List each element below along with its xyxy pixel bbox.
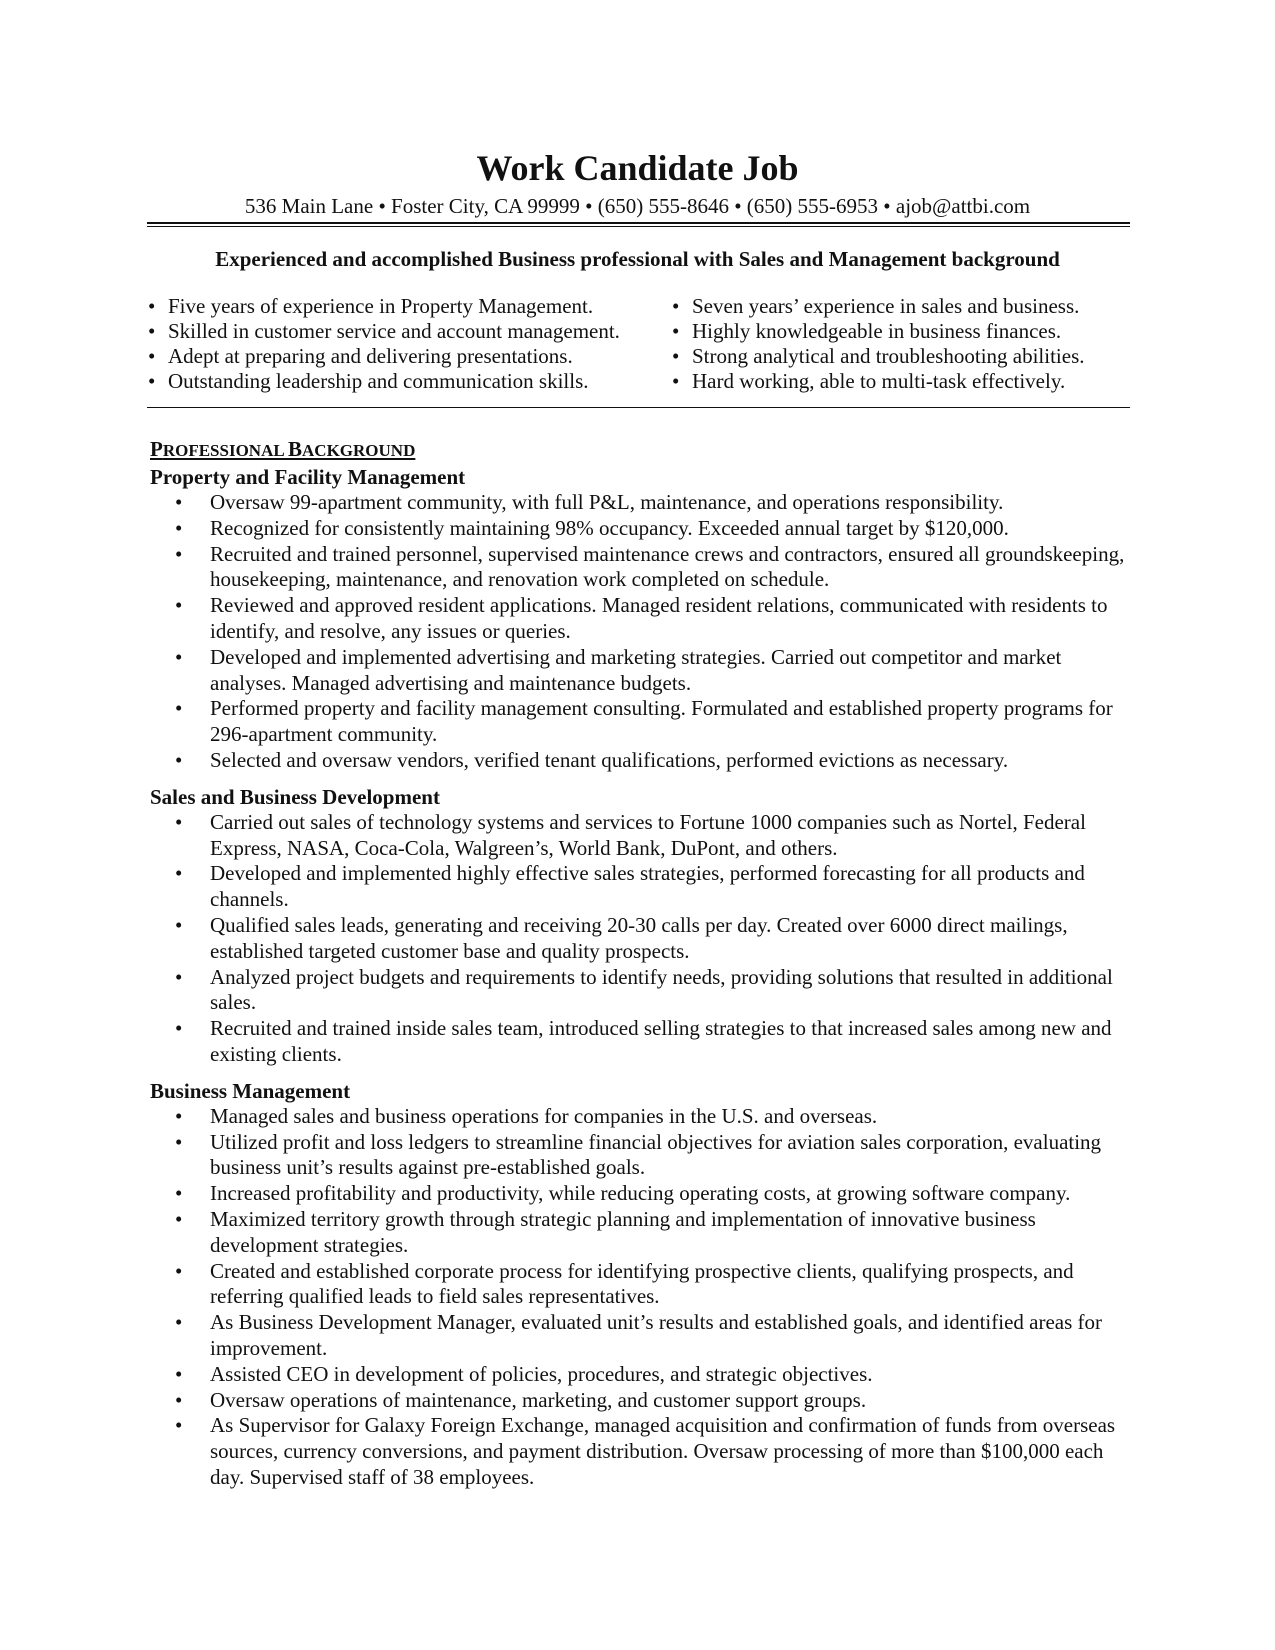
header-rule xyxy=(147,222,1130,224)
list-item: • Utilized profit and loss ledgers to streamline financial objectives for aviation sales corporation, evaluating business unit’s results against pre-established goals. xyxy=(175,1129,1102,1180)
list-item: • Developed and implemented advertising and marketing strategies. Carried out competitor and market analyses. Managed advertising and maintenance budgets. xyxy=(175,644,1062,695)
bullet: • xyxy=(672,344,680,368)
section-title: PROFESSIONAL BACKGROUND xyxy=(150,437,416,461)
list-item: • As Supervisor for Galaxy Foreign Exchange, managed acquisition and confirmation of funds from overseas sources, currency conversions, and payment distribution. Oversaw processing of more than $100,000 each day. Supervised staff of 38 employees. xyxy=(175,1413,1116,1489)
summary-item: • Adept at preparing and delivering presentations. xyxy=(148,344,573,368)
list-item: • Reviewed and approved resident applications. Managed resident relations, communicated with residents to identify, and resolve, any issues or queries. xyxy=(175,593,1108,643)
bullet: • xyxy=(148,369,156,393)
summary-left-column xyxy=(148,294,668,394)
summary-item: • Strong analytical and troubleshooting abilities. xyxy=(672,344,1085,368)
bullet-list xyxy=(150,490,1130,774)
list-item: • Created and established corporate process for identifying prospective clients, qualifying prospects, and referring qualified leads to field sales representatives. xyxy=(175,1258,1074,1309)
list-item: • Managed sales and business operations for companies in the U.S. and overseas. xyxy=(175,1103,878,1128)
bullet: • xyxy=(672,319,680,343)
list-item: • Analyzed project budgets and requirements to identify needs, providing solutions that resulted in additional sales. xyxy=(175,964,1113,1015)
bullet: • xyxy=(148,319,156,343)
bullet: • xyxy=(148,344,156,368)
list-item: • Oversaw 99-apartment community, with full P&L, maintenance, and operations responsibility. xyxy=(175,490,1004,514)
summary-item: • Hard working, able to multi-task effectively. xyxy=(672,369,1066,393)
bullet: • xyxy=(672,369,680,393)
list-item: • Performed property and facility management consulting. Formulated and established property programs for 296-apartment community. xyxy=(175,696,1113,747)
list-item: • Developed and implemented highly effective sales strategies, performed forecasting for all products and channels. xyxy=(175,861,1085,912)
list-item: • Recruited and trained personnel, supervised maintenance crews and contractors, ensured all groundskeeping, housekeeping, maintenance, and renovation work completed on schedule. xyxy=(175,541,1125,592)
list-item: • Recognized for consistently maintaining 98% occupancy. Exceeded annual target by $120,000. xyxy=(175,515,1009,540)
list-item: • As Business Development Manager, evaluated unit’s results and established goals, and identified areas for improvement. xyxy=(175,1310,1103,1360)
bullet: • xyxy=(672,294,680,318)
section-divider xyxy=(147,407,1130,408)
summary-item: • Highly knowledgeable in business finances. xyxy=(672,319,1062,343)
candidate-name: Work Candidate Job xyxy=(476,148,799,188)
bullet-list xyxy=(150,1104,1130,1491)
subsection-title: Business Management xyxy=(150,1078,351,1103)
summary-item: • Seven years’ experience in sales and business. xyxy=(672,294,1080,318)
list-item: • Increased profitability and productivity, while reducing operating costs, at growing software company. xyxy=(175,1181,1071,1206)
summary-item: • Five years of experience in Property Management. xyxy=(148,294,594,318)
header-rule-thin xyxy=(147,226,1130,227)
summary-item: • Skilled in customer service and account management. xyxy=(148,319,620,343)
list-item: • Qualified sales leads, generating and receiving 20-30 calls per day. Created over 6000 direct mailings, established targeted customer base and quality prospects. xyxy=(175,912,1068,963)
summary-right-column xyxy=(672,294,1142,394)
subsection-title: Sales and Business Development xyxy=(150,784,440,809)
list-item: • Selected and oversaw vendors, verified tenant qualifications, performed evictions as necessary. xyxy=(175,747,1009,772)
professional-background-section xyxy=(150,436,1130,1491)
subsection-title: Property and Facility Management xyxy=(150,465,466,489)
bullet: • xyxy=(148,294,156,318)
list-item: • Carried out sales of technology systems and services to Fortune 1000 companies such as Nortel, Federal Express, NASA, Coca-Cola, Walgreen’s, World Bank, DuPont, and others. xyxy=(175,809,1086,860)
bullet-list xyxy=(150,810,1130,1068)
summary-item: • Outstanding leadership and communication skills. xyxy=(148,369,589,393)
list-item: • Oversaw operations of maintenance, marketing, and customer support groups. xyxy=(175,1387,867,1412)
summary-headline: Experienced and accomplished Business professional with Sales and Management background xyxy=(215,247,1060,271)
list-item: • Recruited and trained inside sales team, introduced selling strategies to that increased sales among new and existing clients. xyxy=(175,1016,1112,1066)
list-item: • Maximized territory growth through strategic planning and implementation of innovative business development strategies. xyxy=(175,1206,1036,1257)
contact-line: 536 Main Lane • Foster City, CA 99999 • (650) 555-8646 • (650) 555-6953 • ajob@attbi.com xyxy=(244,194,1031,218)
list-item: • Assisted CEO in development of policies, procedures, and strategic objectives. xyxy=(175,1361,873,1386)
